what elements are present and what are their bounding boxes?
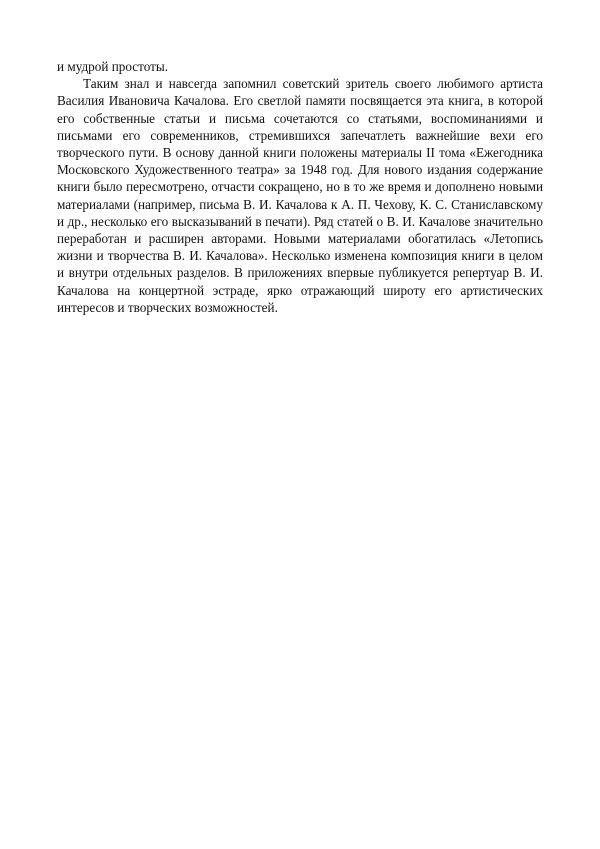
document-page (57, 58, 543, 316)
paragraph-continued: и мудрой простоты. (57, 59, 169, 74)
paragraph-main: Таким знал и навсегда запомнил советский зритель своего любимого артиста Василия Ивановича Качалова. Его светлой памяти посвящается эта книга, в которой его собственные статьи и письма сочетаются со статьями, воспоминаниями и письмами его современников, стремившихся запечатлеть важнейшие вехи его творческого пути. В основу данной книги положены материалы II тома «Ежегодника Московского Художественного театра» за 1948 год. Для нового издания содержание книги было пересмотрено, отчасти сокращено, но в то же время и дополнено новыми материалами (например, письма В. И. Качалова к А. П. Чехову, К. С. Станиславскому и др., несколько его высказываний в печати). Ряд статей о В. И. Качалове значительно переработан и расширен авторами. Новыми материалами обогатилась «Летопись жизни и творчества В. И. Качалова». Несколько изменена композиция книги в целом и внутри отдельных разделов. В приложениях впервые публикуется репертуар В. И. Качалова на концертной эстраде, ярко отражающий широту его артистических интересов и творческих возможностей. (57, 76, 543, 315)
